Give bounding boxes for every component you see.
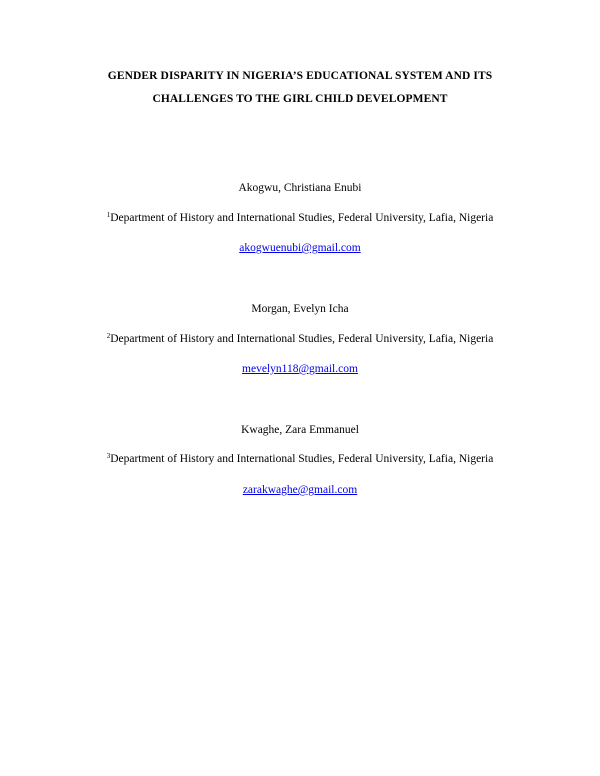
paper-title-line-1: GENDER DISPARITY IN NIGERIA’S EDUCATIONAL SYSTEM AND ITS [107, 70, 493, 82]
author-name: Akogwu, Christiana Enubi [238, 182, 362, 194]
author-affiliation [20, 211, 580, 225]
affiliation-text: Department of History and International Studies, Federal University, Lafia, Nigeria [110, 333, 494, 345]
author-email-row [20, 362, 580, 376]
affiliation-text: Department of History and International Studies, Federal University, Lafia, Nigeria [110, 212, 494, 224]
author-name: Morgan, Evelyn Icha [251, 303, 349, 315]
affiliation-marker: 1 [106, 211, 111, 219]
affiliation-text: Department of History and International Studies, Federal University, Lafia, Nigeria [110, 453, 494, 465]
affiliation-marker: 2 [106, 332, 111, 340]
author-affiliation [20, 452, 580, 466]
author-affiliation [20, 332, 580, 346]
author-email-link[interactable]: zarakwaghe@gmail.com [242, 484, 358, 496]
affiliation-marker: 3 [106, 452, 111, 460]
author-email-link[interactable]: mevelyn118@gmail.com [242, 363, 358, 375]
author-email-link[interactable]: akogwuenubi@gmail.com [239, 242, 361, 254]
author-name: Kwaghe, Zara Emmanuel [241, 424, 359, 436]
author-email-row [20, 483, 580, 497]
author-email-row [20, 241, 580, 255]
paper-title-line-2: CHALLENGES TO THE GIRL CHILD DEVELOPMENT [152, 93, 448, 105]
